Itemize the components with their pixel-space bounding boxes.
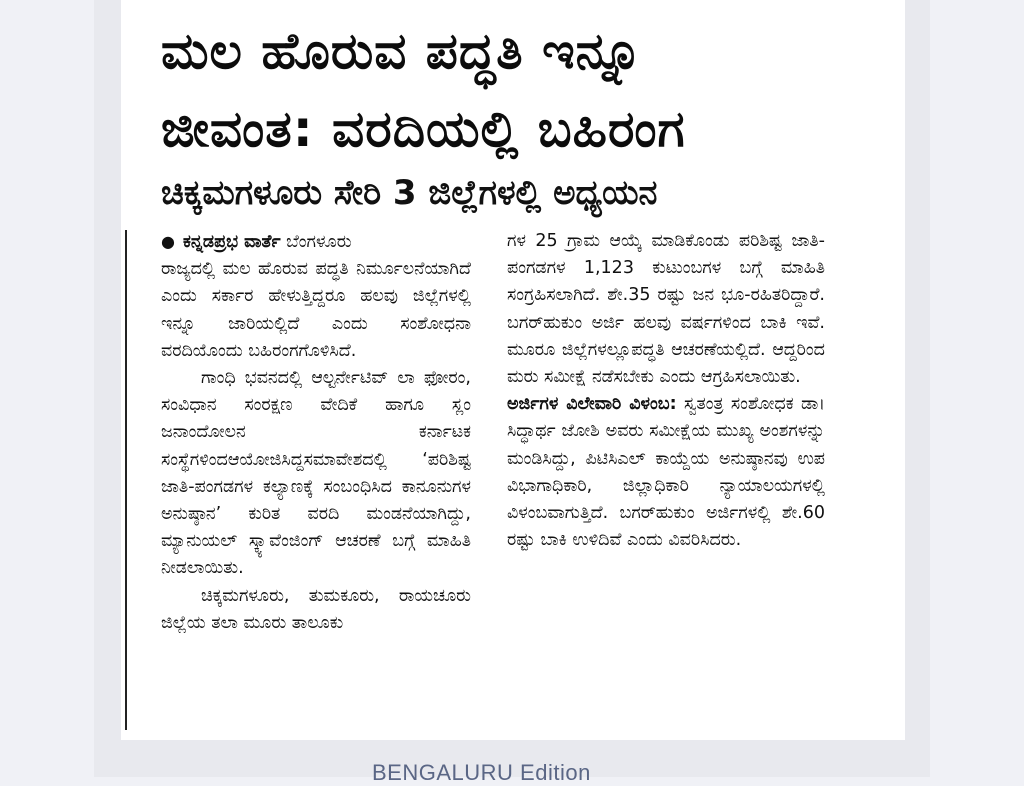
subheadline: ಚಿಕ್ಕಮಗಳೂರು ಸೇರಿ 3 ಜಿಲ್ಲೆಗಳಲ್ಲಿ ಅಧ್ಯಯನ <box>161 173 658 213</box>
newspaper-clipping <box>121 0 905 740</box>
headline-line-1: ಮಲ ಹೊರುವ ಪದ್ಧತಿ ಇನ್ನೂ <box>161 22 644 80</box>
edition-label[interactable]: BENGALURU Edition <box>372 760 591 785</box>
paragraph-run-in-heading: ಅರ್ಜಿಗಳ ವಿಲೇವಾರಿ ವಿಳಂಬ: <box>507 394 677 415</box>
bullet-icon: ● <box>161 232 175 251</box>
paragraph-report: ಗಾಂಧಿ ಭವನದಲ್ಲಿ ಆಲ್ಟರ್ನೇಟಿವ್ ಲಾ ಫೋರಂ, ಸಂವಿಧಾನ ಸಂರಕ್ಷಣ ವೇದಿಕೆ ಹಾಗೂ ಸ್ಲಂ ಜನಾಂದೋಲನ ಕರ್ನಾಟಕ ಸಂಸ್ಥೆಗಳಿಂದಆಯೋಜಿಸಿದ್ದಸಮಾವೇಶದಲ್ಲಿ ‘ಪರಿಶಿಷ್ಟ ಜಾತಿ-ಪಂಗಡಗಳ ಕಲ್ಯಾಣಕ್ಕೆ ಸಂಬಂಧಿಸಿದ ಕಾನೂನುಗಳ ಅನುಷ್ಠಾನ’ ಕುರಿತ ವರದಿ ಮಂಡನೆಯಾಗಿದ್ದು, ಮ್ಯಾನುಯಲ್ ಸ್ಕ್ಯಾವೆಂಜಿಂಗ್ ಆಚರಣೆ ಬಗ್ಗೆ ಮಾಹಿತಿ ನೀಡಲಾಯಿತು. <box>161 368 471 579</box>
column-rule <box>125 230 127 730</box>
paragraph-delay <box>507 391 825 554</box>
article-column-right <box>507 228 825 554</box>
paragraph-survey: ಗಳ 25 ಗ್ರಾಮ ಆಯ್ಕೆ ಮಾಡಿಕೊಂಡು ಪರಿಶಿಷ್ಟ ಜಾತಿ-ಪಂಗಡಗಳ 1,123 ಕುಟುಂಬಗಳ ಬಗ್ಗೆ ಮಾಹಿತಿ ಸಂಗ್ರಹಿಸಲಾಗಿದೆ. ಶೇ.35 ರಷ್ಟು ಜನ ಭೂ-ರಹಿತರಿದ್ದಾರೆ. ಬಗರ್‌ಹುಕುಂ ಅರ್ಜಿ ಹಲವು ವರ್ಷಗಳಿಂದ ಬಾಕಿ ಇವೆ. ಮೂರೂ ಜಿಲ್ಲೆಗಳಲ್ಲೂಪದ್ಧತಿ ಆಚರಣೆಯಲ್ಲಿದೆ. ಆದ್ದರಿಂದ ಮರು ಸಮೀಕ್ಷೆ ನಡೆಸಬೇಕು ಎಂದು ಆಗ್ರಹಿಸಲಾಯಿತು. <box>507 231 825 388</box>
byline-agency: ಕನ್ನಡಪ್ರಭ ವಾರ್ತೆ <box>182 232 281 252</box>
headline-line-2: ಜೀವಂತ: ವರದಿಯಲ್ಲಿ ಬಹಿರಂಗ <box>161 100 686 158</box>
paragraph-intro: ರಾಜ್ಯದಲ್ಲಿ ಮಲ ಹೊರುವ ಪದ್ಧತಿ ನಿರ್ಮೂಲನೆಯಾಗಿದೆ ಎಂದು ಸರ್ಕಾರ ಹೇಳುತ್ತಿದ್ದರೂ ಹಲವು ಜಿಲ್ಲೆಗಳಲ್ಲಿ ಇನ್ನೂ ಜಾರಿಯಲ್ಲಿದೆ ಎಂದು ಸಂಶೋಧನಾ ವರದಿಯೊಂದು ಬಹಿರಂಗಗೊಳಿಸಿದೆ. <box>161 259 471 361</box>
byline <box>161 228 471 256</box>
paragraph-delay-body: ಸ್ವತಂತ್ರ ಸಂಶೋಧಕ ಡಾ। ಸಿದ್ಧಾರ್ಥ ಜೋಶಿ ಅವರು ಸಮೀಕ್ಷೆಯ ಮುಖ್ಯ ಅಂಶಗಳನ್ನು ಮಂಡಿಸಿದ್ದು, ಪಿಟಿಸಿಎಲ್ ಕಾಯ್ದೆಯ ಅನುಷ್ಠಾನವು ಉಪ ವಿಭಾಗಾಧಿಕಾರಿ, ಜಿಲ್ಲಾಧಿಕಾರಿ ನ್ಯಾಯಾಲಯಗಳಲ್ಲಿ ವಿಳಂಬವಾಗುತ್ತಿದೆ. ಬಗರ್‌ಹುಕುಂ ಅರ್ಜಿಗಳಲ್ಲಿ ಶೇ.60 ರಷ್ಟು ಬಾಕಿ ಉಳಿದಿವೆ ಎಂದು ವಿವರಿಸಿದರು. <box>507 394 825 551</box>
article-column-left <box>161 228 471 637</box>
byline-place: ಬೆಂಗಳೂರು <box>286 232 352 252</box>
paragraph-districts: ಚಿಕ್ಕಮಗಳೂರು, ತುಮಕೂರು, ರಾಯಚೂರು ಜಿಲ್ಲೆಯ ತಲಾ ಮೂರು ತಾಲೂಕು <box>161 585 471 633</box>
